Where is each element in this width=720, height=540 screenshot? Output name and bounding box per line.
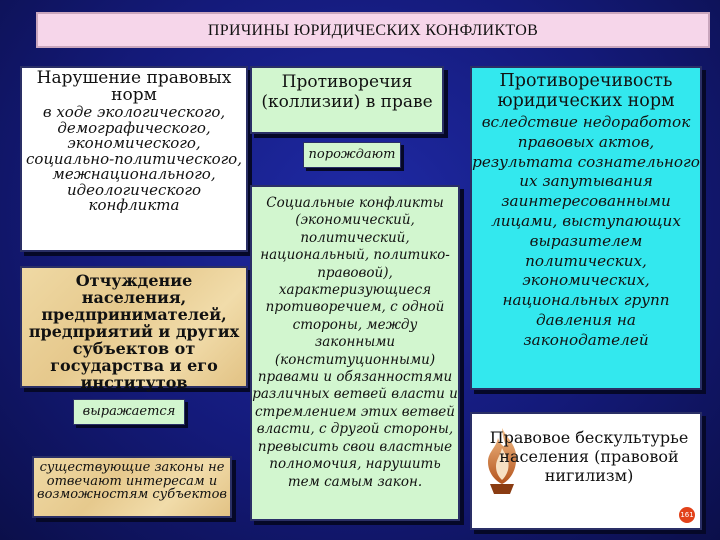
legal-nihilism-box [470, 412, 702, 530]
expressed-label: выражается [73, 399, 185, 425]
norm-violation-heading: Нарушение правовых норм [36, 68, 232, 105]
alienation-box [20, 266, 248, 392]
norm-violation-box [20, 66, 248, 252]
contradictions-text: Противоречия (коллизии) в праве [261, 72, 433, 112]
norm-contradiction-box [470, 66, 702, 390]
laws-text: существующие законы не отвечают интересам и возможностям субъектов [37, 460, 227, 502]
legal-nihilism-text: Правовое бескультурье населения (правовой нигилизм) [489, 428, 689, 485]
norm-violation-body: в ходе экологического, демографического, экономического, социально-политического, межнационального, идеологического конфликта [26, 103, 242, 214]
slide-number-badge: 161 [678, 506, 696, 524]
norm-contradiction-body: вследствие недоработок правовых актов, результата сознательного их запутывания заинтересованными лицами, выступающих выразителем политических, экономических, национальных групп давления на законодателей [472, 113, 700, 349]
generate-label: порождают [303, 142, 401, 168]
norm-contradiction-heading: Противоречивость юридических норм [497, 71, 675, 111]
contradictions-box [250, 66, 444, 134]
alienation-text: Отчуждение населения, предпринимателей, предприятий и других субъектов от государства и его институтов [28, 271, 240, 392]
social-conflicts-text: Социальные конфликты (экономический, политический, национальный, политико-правовой), характеризующиеся противоречием, с одной стороны, между законными (конституционными) правами и обязанностями различных ветвей власти и стремлением этих ветвей власти, с другой стороны, превысить свои властные полномочия, нарушить тем самым закон. [252, 195, 458, 490]
laws-box [32, 456, 232, 518]
social-conflicts-box [250, 185, 460, 521]
diagram-title: ПРИЧИНЫ ЮРИДИЧЕСКИХ КОНФЛИКТОВ [36, 12, 710, 48]
